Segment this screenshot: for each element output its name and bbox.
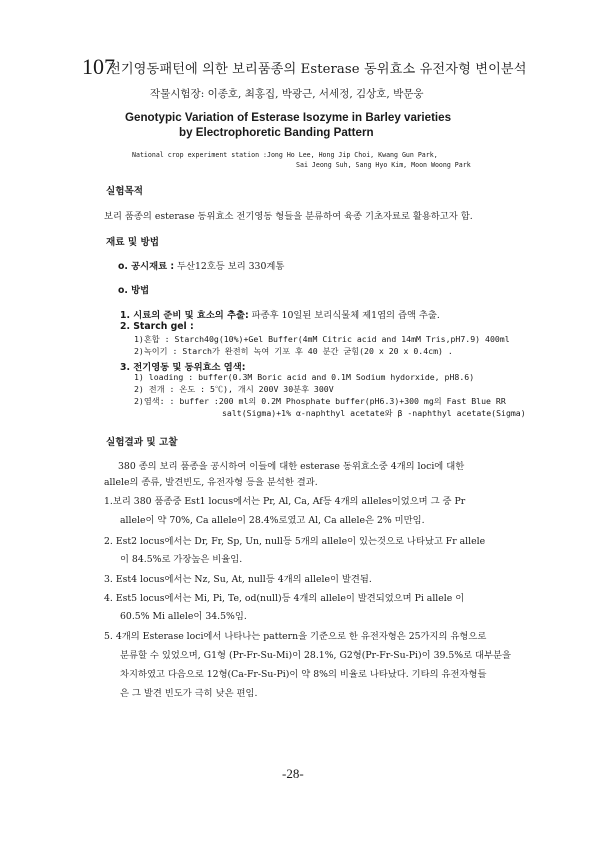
- result-4a: 4. Est5 locus에서는 Mi, Pi, Te, od(null)등 4개의 allele이 발견되었으며 Pi allele 이: [104, 593, 465, 604]
- objective-text: 보리 품종의 esterase 동위효소 전기영동 형들을 분류하여 육종 기초자료로 활용하고자 함.: [104, 211, 473, 222]
- institution-line1: National crop experiment station :Jong Ho Lee, Hong Jip Choi, Kwang Gun Park,: [132, 151, 438, 159]
- english-title-line2: by Electrophoretic Banding Pattern: [179, 126, 374, 139]
- step3-item4: salt(Sigma)+1% α-naphthyl acetate와 β -naphthyl acetate(Sigma): [222, 408, 526, 418]
- step2-item1: 1)혼합 : Starch40g(10%)+Gel Buffer(4mM Citric acid and 14mM Tris,pH7.9) 400ml: [134, 334, 510, 344]
- results-intro-2: allele의 종류, 발견빈도, 유전자형 등을 분석한 결과.: [104, 477, 318, 488]
- result-5d: 은 그 발견 빈도가 극히 낮은 편임.: [120, 688, 258, 699]
- step2-item2: 2)녹이기 : Starch가 완전히 녹여 기포 후 40 분간 굳힘(20 x 20 x 0.4cm) .: [134, 346, 453, 356]
- result-5a: 5. 4개의 Esterase loci에서 나타나는 pattern을 기준으로 한 유전자형은 25가지의 유형으로: [104, 631, 487, 642]
- institution-authors: [132, 150, 471, 170]
- result-2a: 2. Est2 locus에서는 Dr, Fr, Sp, Un, null등 5개의 allele이 있는것으로 나타났고 Fr allele: [104, 536, 486, 547]
- result-5c: 차지하였고 다음으로 12형(Ca-Fr-Su-Pi)이 약 8%의 비율로 나타났다. 기타의 유전자형들: [120, 669, 487, 680]
- result-5b: 분류할 수 있었으며, G1형 (Pr-Fr-Su-Mi)이 28.1%, G2형(Pr-Fr-Su-Pi)이 39.5%로 대부분을: [120, 650, 511, 661]
- material-line: [118, 258, 284, 272]
- step1-label: 1. 시료의 준비 및 효소의 추출:: [120, 310, 249, 321]
- material-text: 두산12호등 보리 330계통: [177, 261, 285, 272]
- methods-heading: 재료 및 방법: [106, 237, 160, 248]
- results-intro-1: 380 종의 보리 품종을 공시하여 이들에 대한 esterase 동위효소중 4개의 loci에 대한: [118, 461, 465, 472]
- institution-line2: Sai Jeong Suh, Sang Hyo Kim, Moon Woong Park: [296, 161, 471, 169]
- result-1b: allele이 약 70%, Ca allele이 28.4%로였고 Al, Ca allele은 2% 미만임.: [120, 515, 425, 526]
- method-label: o. 방법: [118, 285, 150, 296]
- step3-item1: 1) loading : buffer(0.3M Boric acid and 0.1M Sodium hydorxide, pH8.6): [134, 372, 475, 382]
- result-3: 3. Est4 locus에서는 Nz, Su, At, null등 4개의 allele이 발견됨.: [104, 574, 372, 585]
- result-2b: 이 84.5%로 가장높은 비율임.: [120, 554, 243, 565]
- step2-label: 2. Starch gel :: [120, 321, 194, 332]
- english-title-line1: Genotypic Variation of Esterase Isozyme in Barley varieties: [125, 111, 452, 124]
- step3-label: 3. 전기영동 및 동위효소 염색:: [120, 362, 246, 373]
- step3-item2: 2) 전개 : 온도 : 5℃), 개시 200V 30분후 300V: [134, 384, 334, 394]
- step1-text: 파종후 10일된 보리식물체 제1엽의 즙액 추출.: [251, 310, 440, 321]
- step3-item3: 2)염색: : buffer :200 ml의 0.2M Phosphate buffer(pH6.3)+300 mg의 Fast Blue RR: [134, 396, 506, 406]
- korean-title: 전기영동패턴에 의한 보리품종의 Esterase 동위효소 유전자형 변이분석: [108, 62, 527, 77]
- english-title: [125, 110, 451, 140]
- step1-line: [120, 307, 440, 321]
- material-label: o. 공시재료 :: [118, 261, 175, 272]
- result-4b: 60.5% Mi allele이 34.5%임.: [120, 611, 247, 622]
- result-1a: 1.보리 380 품종중 Est1 locus에서는 Pr, Al, Ca, Af등 4개의 alleles이었으며 그 중 Pr: [104, 496, 466, 507]
- results-heading: 실험결과 및 고찰: [106, 437, 178, 448]
- authors-korean: 작물시험장: 이종호, 최홍집, 박광근, 서세정, 김상호, 박문웅: [150, 88, 424, 100]
- page-number: -28-: [282, 766, 304, 781]
- abstract-number: 107: [82, 54, 115, 79]
- objective-heading: 실험목적: [106, 186, 144, 197]
